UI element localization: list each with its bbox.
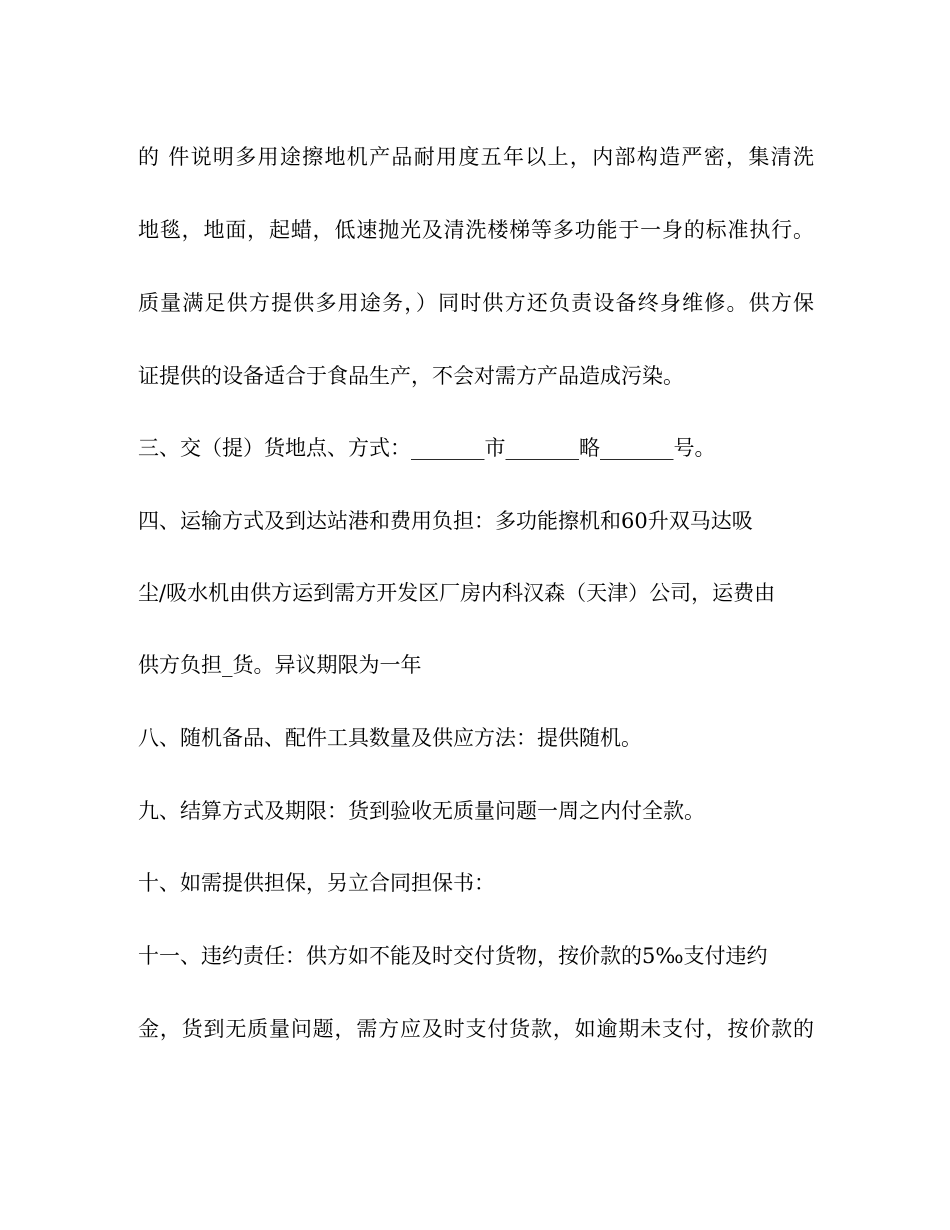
text-line-5: 三、交（提）货地点、方式：_______市_______略_______号。: [138, 436, 716, 460]
text-line-8: 供方负担_货。异议期限为一年: [138, 653, 422, 677]
text-line-4: 证提供的设备适合于食品生产，不会对需方产品造成污染。: [138, 364, 684, 388]
text-line-2: 地毯，地面，起蜡，低速抛光及清洗楼梯等多功能于一身的标准执行。: [138, 218, 814, 242]
text-line-6: 四、运输方式及到达站港和费用负担：多功能擦机和60升双马达吸: [138, 509, 753, 533]
text-line-1: 的 件说明多用途擦地机产品耐用度五年以上，内部构造严密，集清洗: [138, 145, 814, 169]
text-line-13: 金，货到无质量问题，需方应及时支付货款，如逾期未支付，按价款的: [138, 1017, 814, 1041]
text-line-9: 八、随机备品、配件工具数量及供应方法：提供随机。: [138, 726, 642, 750]
text-line-10: 九、结算方式及期限：货到验收无质量问题一周之内付全款。: [138, 799, 705, 823]
text-line-7: 尘/吸水机由供方运到需方开发区厂房内科汉森（天津）公司，运费由: [138, 581, 776, 605]
text-line-11: 十、如需提供担保，另立合同担保书：: [138, 871, 495, 895]
text-line-3: 质量满足供方提供多用途务，）同时供方还负责设备终身维修。供方保: [138, 291, 814, 315]
text-line-12: 十一、违约责任：供方如不能及时交付货物，按价款的5‰支付违约: [138, 944, 768, 968]
